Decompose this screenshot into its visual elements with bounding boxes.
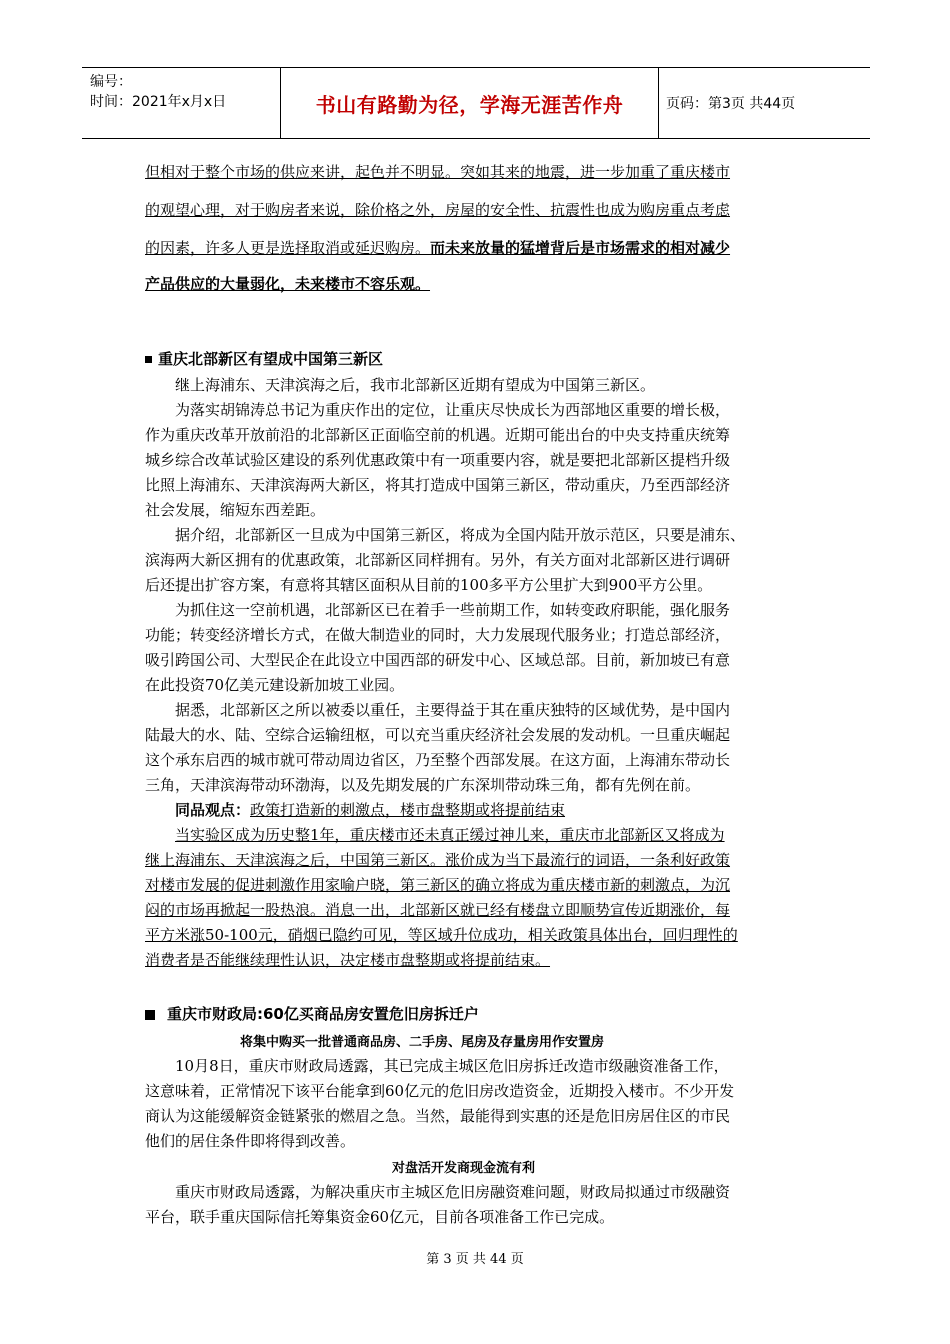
page-footer: 第 3 页 共 44 页 (426, 1252, 524, 1267)
paragraph-line: 功能；转变经济增长方式，在做大制造业的同时，大力发展现代服务业；打造总部经济， (145, 626, 731, 644)
intro-line: 但相对于整个市场的供应来讲，起色并不明显。突如其来的地震，进一步加重了重庆楼市 (145, 163, 731, 181)
paragraph-line: 10月8日，重庆市财政局透露，其已完成主城区危旧房拆迁改造市级融资准备工作， (175, 1057, 729, 1075)
view-line: 当实验区成为历史整1年，重庆楼市还未真正缓过神儿来，重庆市北部新区又将成为 (175, 826, 725, 844)
paragraph-line: 后还提出扩容方案，有意将其辖区面积从目前的100多平方公里扩大到900平方公里。 (145, 576, 713, 594)
view-heading (175, 799, 565, 820)
square-bullet-icon (145, 356, 152, 363)
intro-emphasis-line: 产品供应的大量弱化，未来楼市不容乐观。 (145, 275, 431, 293)
paragraph-line: 据介绍，北部新区一旦成为中国第三新区，将成为全国内陆开放示范区，只要是浦东、 (175, 526, 746, 544)
paragraph-line: 吸引跨国公司、大型民企在此设立中国西部的研发中心、区域总部。目前，新加坡已有意 (145, 651, 731, 669)
paragraph-line: 社会发展，缩短东西差距。 (145, 501, 326, 519)
header-divider (658, 68, 659, 138)
header-meta (82, 68, 280, 138)
document-number: 编号： (90, 74, 132, 90)
paragraph-line: 陆最大的水、陆、空综合运输纽枢，可以充当重庆经济社会发展的发动机。一旦重庆崛起 (145, 726, 731, 744)
paragraph-line: 这个承东启西的城市就可带动周边省区，乃至整个西部发展。在这方面，上海浦东带动长 (145, 751, 731, 769)
header-motto: 书山有路勤为径，学海无涯苦作舟 (315, 92, 624, 117)
view-line: 继上海浦东、天津滨海之后，中国第三新区。涨价成为当下最流行的词语，一条利好政策 (145, 851, 731, 869)
section-heading (145, 1003, 479, 1024)
paragraph-line: 这意味着，正常情况下该平台能拿到60亿元的危旧房改造资金，近期投入楼市。不少开发 (145, 1082, 735, 1100)
paragraph-line: 重庆市财政局透露，为解决重庆市主城区危旧房融资难问题，财政局拟通过市级融资 (175, 1183, 731, 1201)
view-line: 闷的市场再掀起一股热浪。消息一出，北部新区就已经有楼盘立即顺势宣传近期涨价，每 (145, 901, 731, 919)
section-heading-text: 重庆市财政局:60亿买商品房安置危旧房拆迁户 (167, 1005, 479, 1023)
square-bullet-icon (145, 1010, 155, 1020)
intro-emphasis: 而未来放量的猛增背后是市场需求的相对减少 (430, 239, 731, 257)
view-label: 同品观点： (175, 801, 251, 819)
paragraph-line: 为抓住这一空前机遇，北部新区已在着手一些前期工作，如转变政府职能，强化服务 (175, 601, 731, 619)
paragraph-line: 滨海两大新区拥有的优惠政策，北部新区同样拥有。另外，有关方面对北部新区进行调研 (145, 551, 731, 569)
view-title: 政策打造新的刺激点，楼市盘整期或将提前结束 (250, 801, 566, 819)
header-page-info: 页码：第3页 共44页 (666, 96, 796, 112)
intro-line: 的观望心理，对于购房者来说，除价格之外，房屋的安全性、抗震性也成为购房重点考虑 (145, 201, 731, 219)
paragraph-line: 城乡综合改革试验区建设的系列优惠政策中有一项重要内容，就是要把北部新区提档升级 (145, 451, 731, 469)
view-line: 平方米涨50-100元，硝烟已隐约可见，等区域升位成功，相关政策具体出台，回归理性的 (145, 926, 738, 944)
paragraph-line: 在此投资70亿美元建设新加坡工业园。 (145, 676, 405, 694)
subheading: 将集中购买一批普通商品房、二手房、尾房及存量房用作安置房 (240, 1035, 605, 1050)
paragraph-line: 平台，联手重庆国际信托筹集资金60亿元，目前各项准备工作已完成。 (145, 1208, 615, 1226)
paragraph-line: 作为重庆改革开放前沿的北部新区正面临空前的机遇。近期可能出台的中央支持重庆统筹 (145, 426, 731, 444)
paragraph-line: 商认为这能缓解资金链紧张的燃眉之急。当然，最能得到实惠的还是危旧房居住区的市民 (145, 1107, 731, 1125)
document-time: 时间：2021年x月x日 (90, 94, 227, 110)
view-line: 消费者是否能继续理性认识，决定楼市盘整期或将提前结束。 (145, 951, 551, 969)
paragraph-line: 他们的居住条件即将得到改善。 (145, 1132, 356, 1150)
paragraph-line: 三角，天津滨海带动环渤海，以及先期发展的广东深圳带动珠三角，都有先例在前。 (145, 776, 701, 794)
intro-line (145, 237, 730, 258)
paragraph-line: 继上海浦东、天津滨海之后，我市北部新区近期有望成为中国第三新区。 (175, 376, 656, 394)
section-heading-text: 重庆北部新区有望成中国第三新区 (158, 350, 384, 368)
view-line: 对楼市发展的促进刺激作用家喻户晓，第三新区的确立将成为重庆楼市新的刺激点，为沉 (145, 876, 731, 894)
paragraph-line: 据悉，北部新区之所以被委以重任，主要得益于其在重庆独特的区域优势，是中国内 (175, 701, 731, 719)
section-heading (145, 348, 383, 369)
page-header (82, 67, 870, 139)
subheading: 对盘活开发商现金流有利 (392, 1161, 536, 1176)
intro-text: 的因素，许多人更是选择取消或延迟购房。 (145, 239, 431, 257)
paragraph-line: 比照上海浦东、天津滨海两大新区，将其打造成中国第三新区，带动重庆，乃至西部经济 (145, 476, 731, 494)
paragraph-line: 为落实胡锦涛总书记为重庆作出的定位，让重庆尽快成长为西部地区重要的增长极， (175, 401, 731, 419)
